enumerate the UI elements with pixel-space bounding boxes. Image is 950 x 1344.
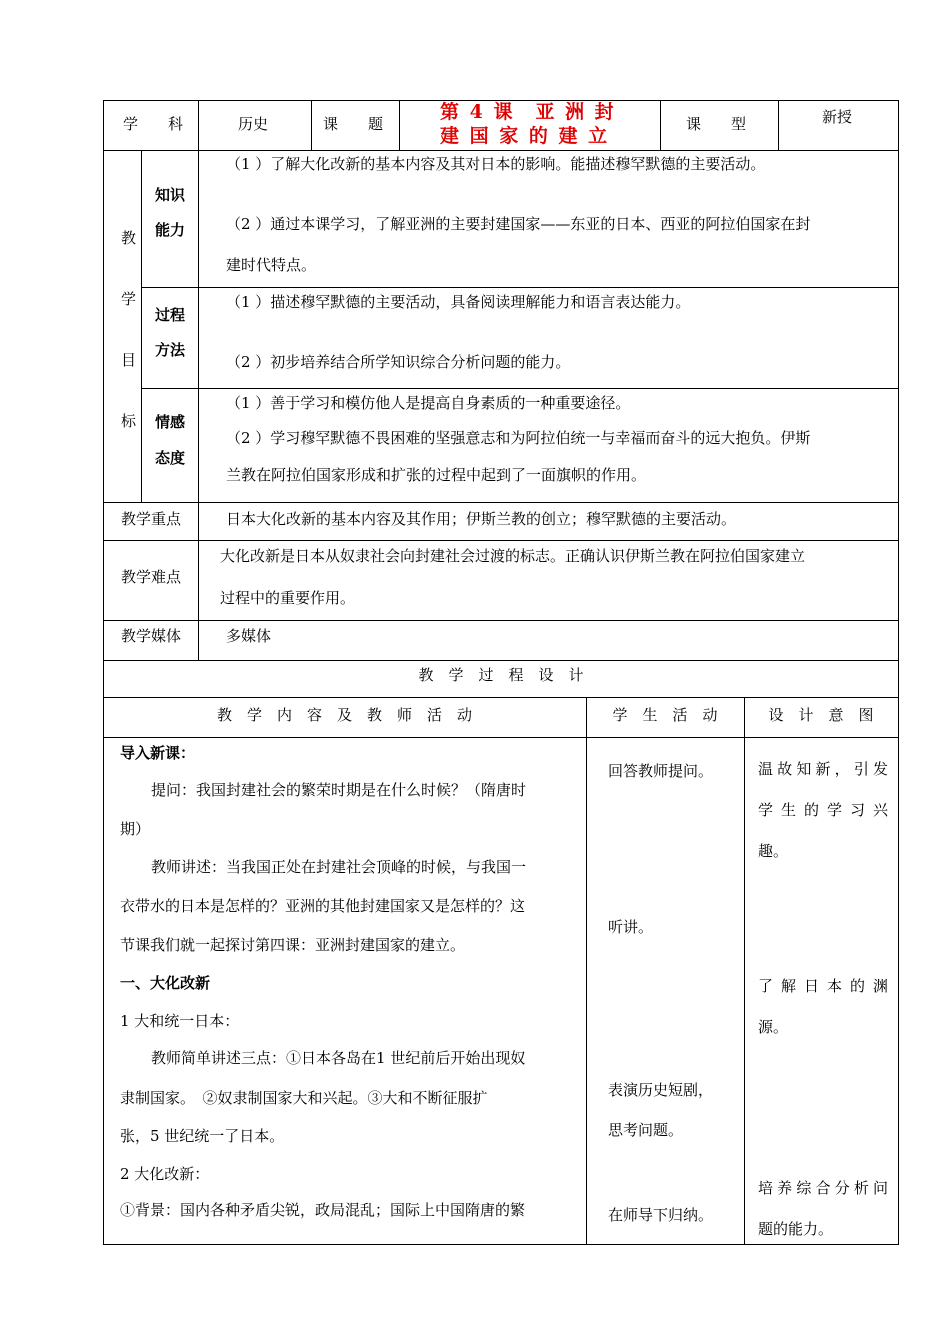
rule-header-bottom — [103, 150, 899, 151]
process-item2: （2 ）初步培养结合所学知识综合分析问题的能力。 — [226, 353, 571, 371]
objectives-divider — [141, 150, 142, 502]
design-intent-2-line1: 了解日本的渊 — [758, 977, 888, 995]
objectives-label-char: 目 — [121, 351, 137, 369]
lesson-title-line1: 第 4 课 亚 洲 封 — [440, 101, 616, 123]
knowledge-label-line1: 知识 — [155, 186, 186, 204]
rule-columns-bottom — [103, 737, 899, 738]
media-text: 多媒体 — [226, 627, 272, 645]
column-header-intent: 设 计 意 图 — [768, 706, 874, 724]
lesson-title-line2: 建 国 家 的 建 立 — [440, 125, 610, 147]
sub1-line3: 张，5 世纪统一了日本。 — [120, 1127, 285, 1145]
design-intent-1-line3: 趣。 — [758, 842, 789, 860]
emotion-label-line2: 态度 — [155, 449, 186, 467]
rule-design-title-bottom — [103, 697, 899, 698]
header-divider — [399, 100, 400, 150]
design-intent-1-line1: 温故知新，引发 — [758, 760, 888, 778]
process-design-title: 教 学 过 程 设 计 — [418, 666, 584, 684]
media-label: 教学媒体 — [121, 627, 182, 645]
key-points-text: 日本大化改新的基本内容及其作用；伊斯兰教的创立；穆罕默德的主要活动。 — [226, 510, 737, 528]
objectives-label-char: 标 — [121, 412, 137, 430]
student-activity-1: 回答教师提问。 — [608, 762, 714, 780]
sub1-heading: 1 大和统一日本： — [120, 1012, 240, 1030]
difficulties-line1: 大化改新是日本从奴隶社会向封建社会过渡的标志。正确认识伊斯兰教在阿拉伯国家建立 — [220, 547, 806, 565]
intro-heading: 导入新课： — [120, 744, 196, 762]
student-activity-4: 在师导下归纳。 — [608, 1206, 714, 1224]
header-divider — [778, 100, 779, 150]
column-header-content: 教 学 内 容 及 教 师 活 动 — [216, 706, 472, 724]
key-points-label: 教学重点 — [121, 510, 182, 528]
emotion-item2-line2: 兰教在阿拉伯国家形成和扩张的过程中起到了一面旗帜的作用。 — [226, 466, 647, 484]
column-divider — [586, 697, 587, 1244]
sub2-line1: ①背景：国内各种矛盾尖锐，政局混乱；国际上中国隋唐的繁 — [120, 1201, 526, 1219]
rule-keypoints-bottom — [103, 540, 899, 541]
sub1-line1: 教师简单讲述三点：①日本各岛在1 世纪前后开始出现奴 — [151, 1049, 526, 1067]
type-value: 新授 — [822, 108, 853, 126]
knowledge-label-line2: 能力 — [155, 221, 186, 239]
label-divider — [198, 502, 199, 660]
student-activity-3-line2: 思考问题。 — [608, 1121, 684, 1139]
objectives-label-char: 教 — [121, 229, 137, 247]
section1-heading: 一、大化改新 — [120, 974, 211, 992]
emotion-item1: （1 ）善于学习和模仿他人是提高自身素质的一种重要途径。 — [226, 394, 631, 412]
rule-objectives-bottom — [103, 502, 899, 503]
header-divider — [198, 100, 199, 150]
difficulties-line2: 过程中的重要作用。 — [220, 589, 356, 607]
knowledge-item2-line2: 建时代特点。 — [226, 256, 317, 274]
sub2-heading: 2 大化改新： — [120, 1165, 210, 1183]
column-header-student: 学 生 活 动 — [612, 706, 718, 724]
objectives-label-char: 学 — [121, 290, 137, 308]
header-divider — [660, 100, 661, 150]
student-activity-2: 听讲。 — [608, 918, 654, 936]
column-divider — [744, 697, 745, 1244]
emotion-item2-line1: （2 ）学习穆罕默德不畏困难的坚强意志和为阿拉伯统一与幸福而奋斗的远大抱负。伊斯 — [226, 429, 811, 447]
rule-difficulties-bottom — [103, 620, 899, 621]
sub1-line2: 隶制国家。 ②奴隶制国家大和兴起。③大和不断征服扩 — [120, 1089, 488, 1107]
process-label-line1: 过程 — [155, 306, 186, 324]
intro-lecture-line3: 节课我们就一起探讨第四课：亚洲封建国家的建立。 — [120, 936, 466, 954]
process-label-line2: 方法 — [155, 341, 186, 359]
knowledge-item1: （1 ）了解大化改新的基本内容及其对日本的影响。能描述穆罕默德的主要活动。 — [226, 155, 766, 173]
border-bottom — [103, 1244, 899, 1245]
process-item1: （1 ）描述穆罕默德的主要活动，具备阅读理解能力和语言表达能力。 — [226, 293, 691, 311]
intro-question-line2: 期） — [120, 820, 151, 838]
emotion-label-line1: 情感 — [155, 413, 186, 431]
design-intent-1-line2: 学生的学习兴 — [758, 801, 888, 819]
design-intent-2-line2: 源。 — [758, 1018, 789, 1036]
intro-lecture-line2: 衣带水的日本是怎样的？亚洲的其他封建国家又是怎样的？这 — [120, 897, 526, 915]
difficulties-label: 教学难点 — [121, 568, 182, 586]
student-activity-3-line1: 表演历史短剧， — [608, 1081, 714, 1099]
knowledge-item2-line1: （2 ）通过本课学习，了解亚洲的主要封建国家——东亚的日本、西亚的阿拉伯国家在封 — [226, 215, 811, 233]
subject-value: 历史 — [238, 115, 269, 133]
header-divider — [311, 100, 312, 150]
intro-lecture-line1: 教师讲述：当我国正处在封建社会顶峰的时候，与我国一 — [151, 858, 527, 876]
subject-label: 学 科 — [123, 115, 184, 133]
topic-label: 课 题 — [323, 115, 384, 133]
rule-media-bottom — [103, 660, 899, 661]
rule-process-bottom — [141, 388, 899, 389]
objectives-divider — [198, 150, 199, 502]
intro-question-line1: 提问：我国封建社会的繁荣时期是在什么时候？（隋唐时 — [151, 781, 527, 799]
type-label: 课 型 — [686, 115, 747, 133]
design-intent-3-line2: 题的能力。 — [758, 1220, 834, 1238]
design-intent-3-line1: 培养综合分析问 — [758, 1179, 888, 1197]
rule-knowledge-bottom — [141, 287, 899, 288]
